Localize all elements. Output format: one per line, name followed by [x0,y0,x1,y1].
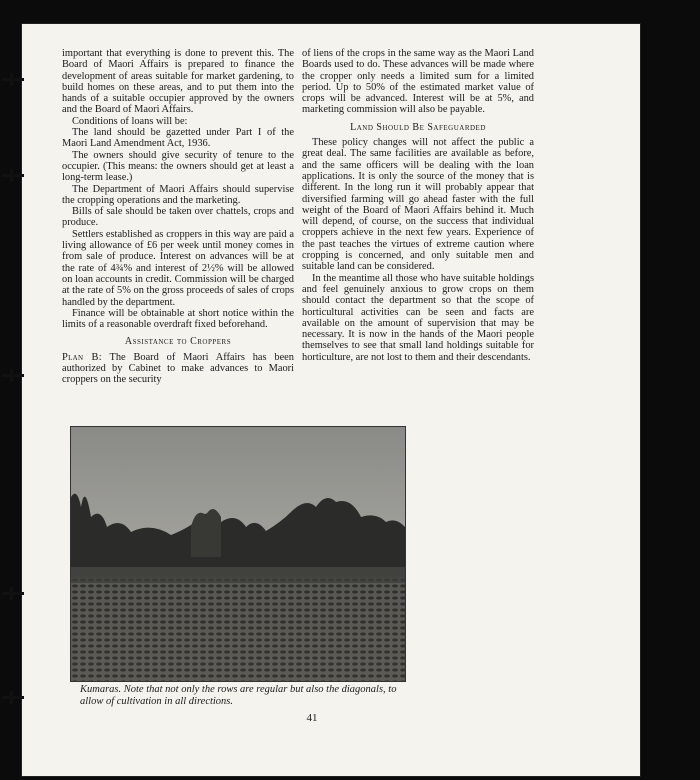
paragraph: Conditions of loans will be: [72,115,188,127]
paragraph: The Department of Maori Affairs should supervise the cropping operations and the marketing. [62,183,294,206]
paragraph: The land should be gazetted under Part I of the Maori Land Amendment Act, 1936. [62,127,294,150]
paragraph: In the meantime all those who have suitable holdings and feel genuinely anxious to grow crops on them should contact the department so that the scope of horticultural activities can be seen and facts are available on the amount of supervision that may be necessary. It is now in the hands of the Maori people themselves to see that small land holdings suitable for horticulture, are not lost to them and their descendants. [302,272,534,363]
right-column [302,48,534,363]
paragraph: Finance will be obtainable at short notice within the limits of a reasonable overdraft fixed beforehand. [62,307,294,331]
paragraph: important that everything is done to prevent this. The Board of Maori Affairs is prepared to finance the development of areas suitable for market gardening, to build homes on these areas, and to put them into the hands of a suitable occupier approved by the owners and the Board of Maori Affairs. [62,48,294,116]
paragraph-text: The Board of Maori Affairs has been authorized by Cabinet to make advances to Maori croppers on the security [62,351,294,386]
document-page [22,24,640,776]
field-photo-image [71,427,405,681]
page-number: 41 [306,712,318,724]
binding-mark [2,78,24,81]
plan-label: Plan B: [62,351,102,363]
paragraph: These policy changes will not affect the public a great deal. The same facilities are available as before, and the same officers will be dealing with the loan applications. It is only the source of the money that is different. In the long run it will probably appear that diversified farming will go ahead faster with the full weight of the Board of Maori Affairs behind it. Much will depend, of course, on the success that individual croppers achieve in the next few years. Experience of the past teaches the virtues of extreme caution where cropping is concerned, and only suitable men and suitable land can be considered. [302,137,534,273]
binding-mark [2,696,24,699]
photo-caption: Kumaras. Note that not only the rows are regular but also the diagonals, to allow of cultivation in all directions. [80,684,397,707]
paragraph: of liens of the crops in the same way as the Maori Land Boards used to do. These advances will be made where the cropper only needs a limited sum for a limited period. Up to 50% of the estimated market value of crops will be advanced. Interest will be at 5%, and marketing commission will also be payable. [302,48,534,116]
kumara-field-photo [70,426,406,682]
binding-mark [2,174,24,177]
left-column [62,48,294,386]
paragraph: Bills of sale should be taken over chattels, crops and produce. [62,206,294,229]
paragraph: Settlers established as croppers in this way are paid a living allowance of £6 per week until money comes in from sale of produce. Interest on advances will be at the rate of 4¾% and interest of 2½% will be allowed on loan accounts in credit. Commission will be charged at the rate of 5% on the gross proceeds of sales of crops handled by the department. [62,228,294,308]
paragraph: The owners should give security of tenure to the occupier. (This means: the owners should get at least a long-term lease.) [62,149,294,184]
section-heading: Land Should Be Safeguarded [350,121,486,133]
paragraph [62,352,294,386]
section-heading: Assistance to Croppers [124,336,232,348]
binding-mark [2,592,24,595]
binding-mark [2,374,24,377]
